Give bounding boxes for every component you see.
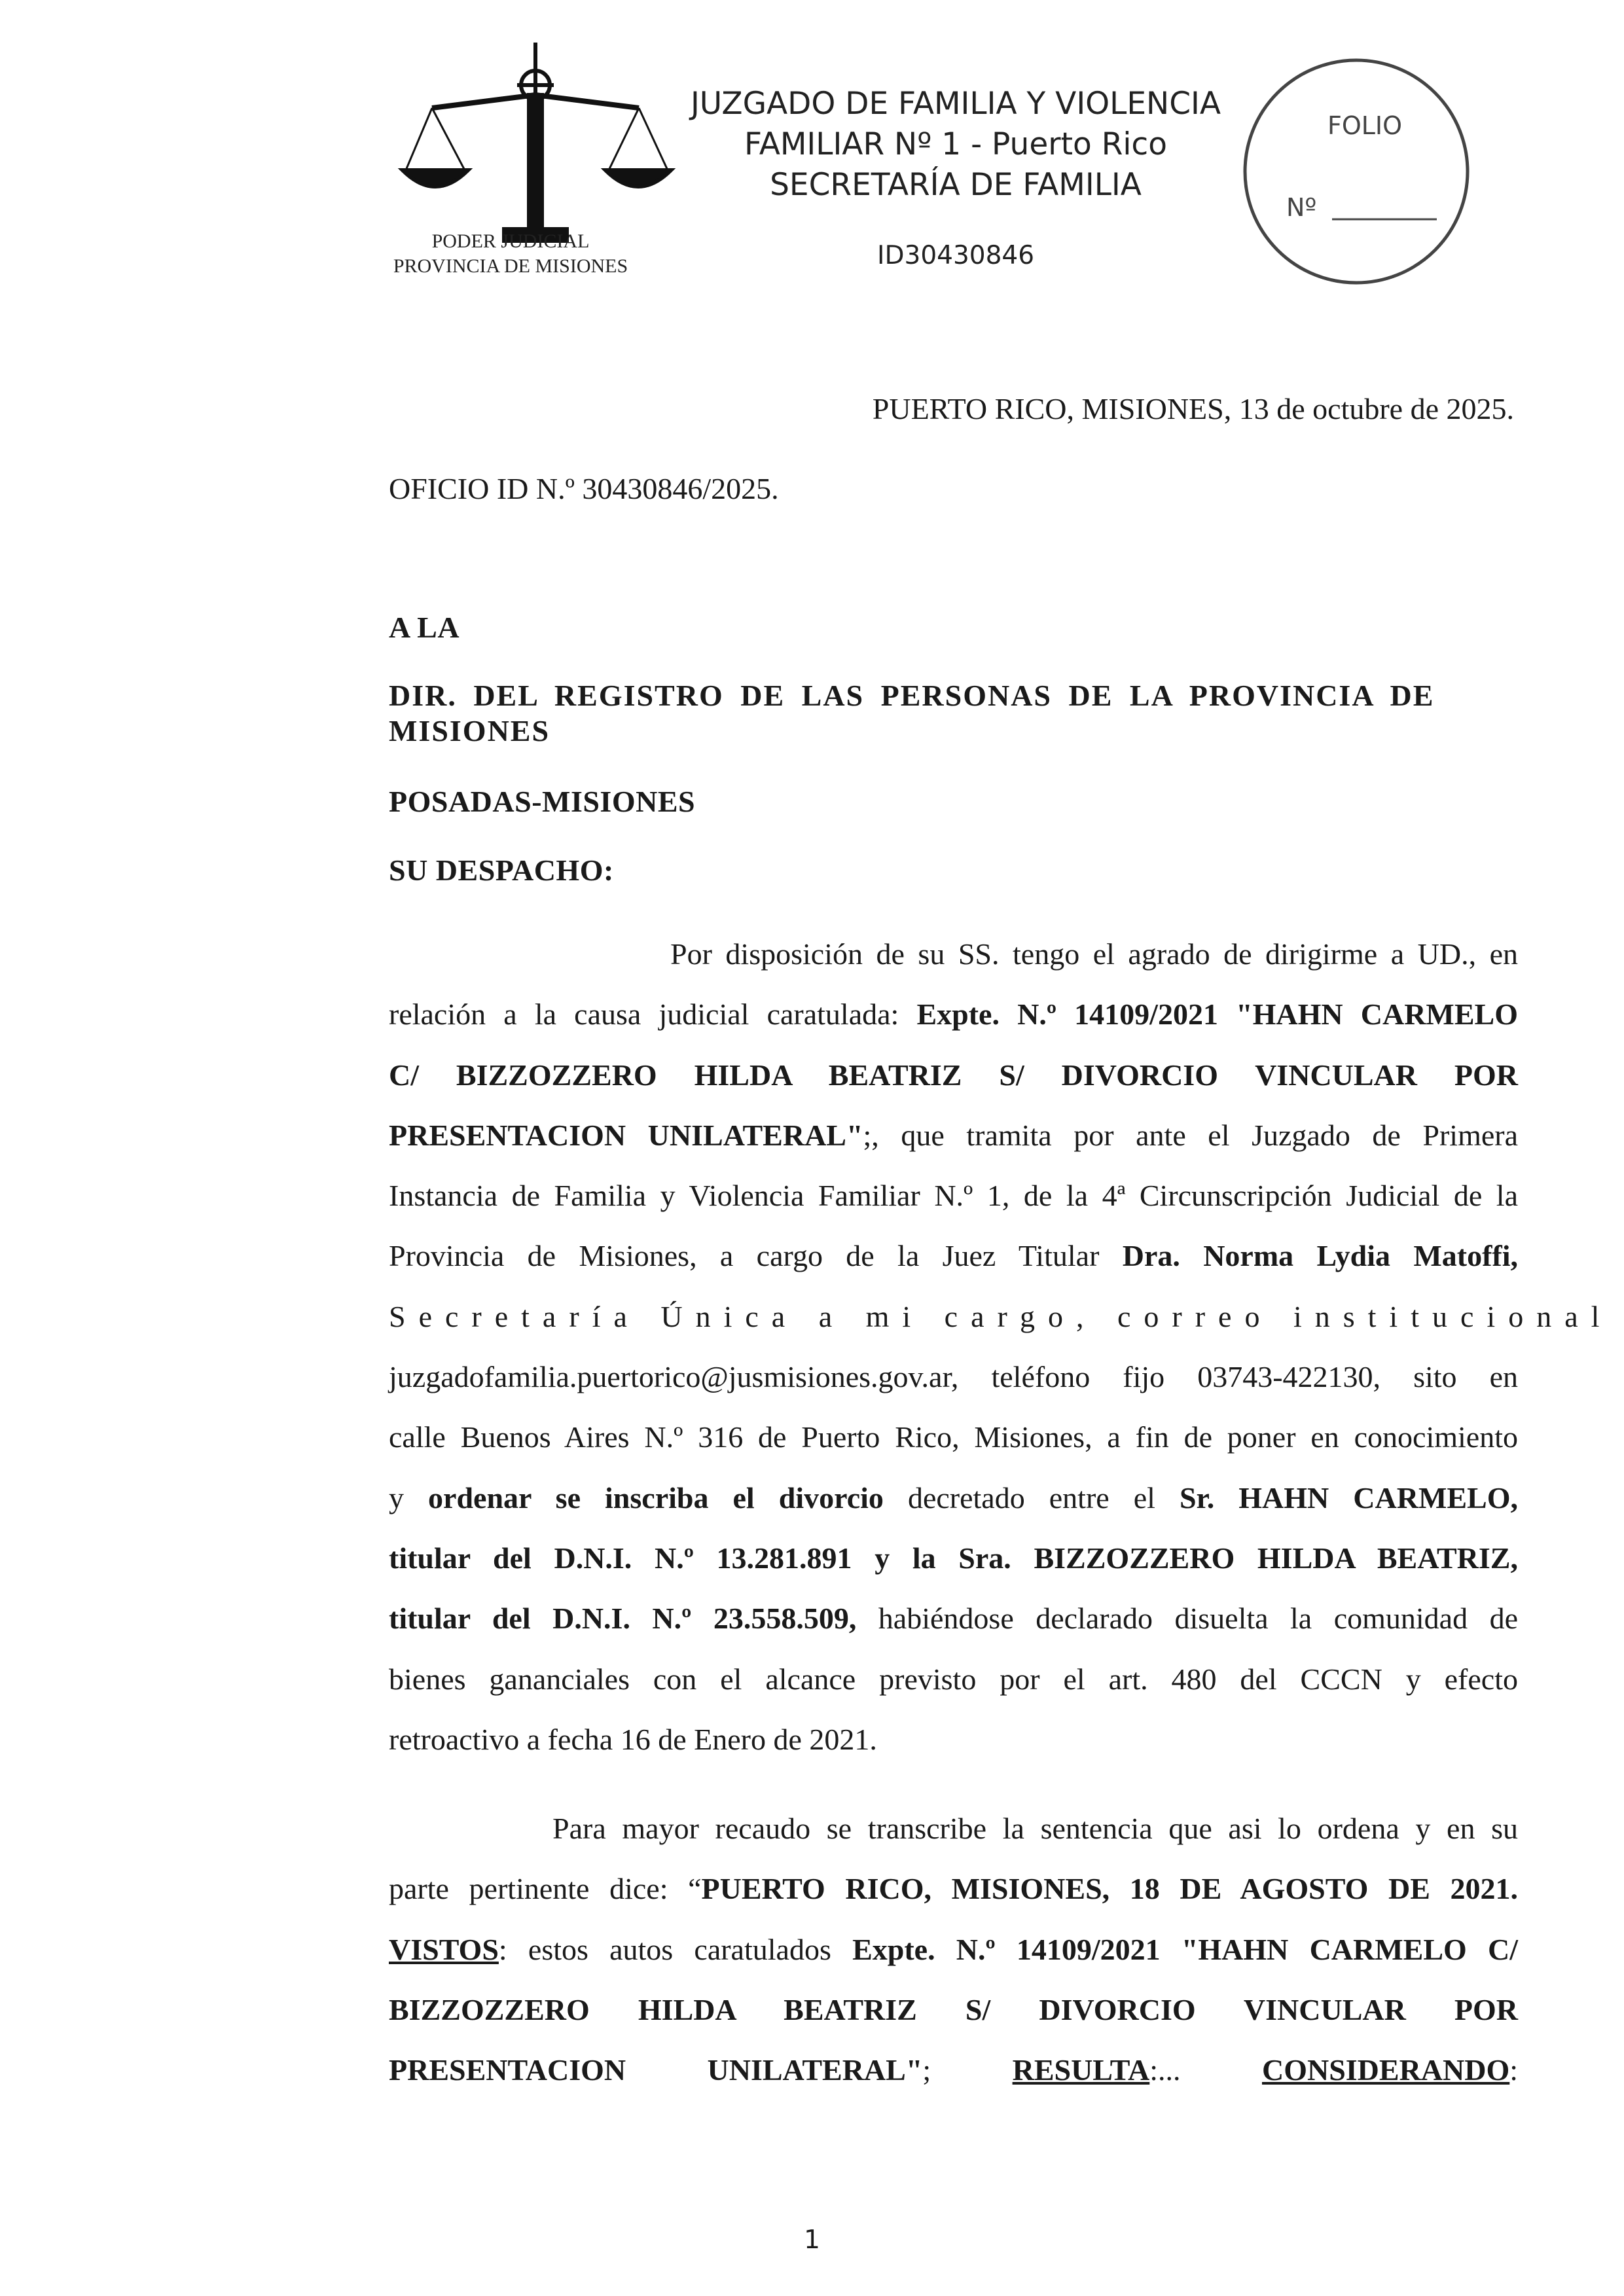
p1-line: Instancia de Familia y Violencia Familiar N.º 1, de la 4ª Circunscripción Judicial de la [389, 1179, 1518, 1213]
stamp-circle-icon [1245, 60, 1468, 283]
recipient-line1: A LA [389, 611, 460, 644]
p1-line: retroactivo a fecha 16 de Enero de 2021. [389, 1722, 877, 1756]
folio-stamp [1240, 56, 1473, 288]
p1-line: titular del D.N.I. N.º 23.558.509, habiéndose declarado disuelta la comunidad de [389, 1602, 1518, 1636]
p2-line: PRESENTACION UNILATERAL"; RESULTA:... CONSIDERANDO: [389, 2053, 1519, 2087]
p1-line: Provincia de Misiones, a cargo de la Juez Titular Dra. Norma Lydia Matoffi, [389, 1239, 1518, 1273]
body-paragraph-2 [389, 1799, 1518, 2100]
p1-line: Secretaría Única a mi cargo, correo institucional [389, 1299, 1613, 1333]
p1-line: C/ BIZZOZZERO HILDA BEATRIZ S/ DIVORCIO VINCULAR POR [389, 1058, 1518, 1092]
p1-line: y ordenar se inscriba el divorcio decretado entre el Sr. HAHN CARMELO, [389, 1480, 1519, 1515]
stamp-folio-label: FOLIO [1327, 111, 1403, 140]
p1-line: calle Buenos Aires N.º 316 de Puerto Rico, Misiones, a fin de poner en conocimiento [389, 1420, 1518, 1454]
court-header [655, 84, 1257, 206]
logo-text-line2: PROVINCIA DE MISIONES [393, 255, 628, 277]
logo-text-line1: PODER JUDICIAL [431, 230, 590, 252]
page-number: 1 [804, 2225, 820, 2255]
p1-line: relación a la causa judicial caratulada: Expte. N.º 14109/2021 "HAHN CARMELO [389, 997, 1518, 1031]
body-paragraph-1 [389, 924, 1613, 1770]
stamp-number-label: Nº [1286, 193, 1317, 222]
p1-email-line: juzgadofamilia.puertorico@jusmisiones.gov.ar, teléfono fijo 03743-422130, sito en [389, 1360, 1518, 1394]
scales-icon [403, 43, 671, 241]
p1-line: bienes gananciales con el alcance previsto por el art. 480 del CCCN y efecto [389, 1662, 1518, 1696]
p2-line: BIZZOZZERO HILDA BEATRIZ S/ DIVORCIO VINCULAR POR [389, 1992, 1518, 2026]
recipient-office: SU DESPACHO: [389, 853, 614, 887]
oficio-number: OFICIO ID N.º 30430846/2025. [389, 472, 779, 505]
court-name-line1: JUZGADO DE FAMILIA Y VIOLENCIA [690, 86, 1221, 122]
p1-line: PRESENTACION UNILATERAL";, que tramita por ante el Juzgado de Primera [389, 1118, 1518, 1152]
recipient-city: POSADAS-MISIONES [389, 785, 696, 818]
p2-line: Para mayor recaudo se transcribe la sentencia que asi lo ordena y en su [552, 1812, 1518, 1845]
court-logo [393, 39, 681, 295]
p2-line: parte pertinente dice: “PUERTO RICO, MISIONES, 18 DE AGOSTO DE 2021. [389, 1872, 1519, 1906]
court-name-line2: FAMILIAR Nº 1 - Puerto Rico [744, 126, 1168, 162]
recipient-name: DIR. DEL REGISTRO DE LAS PERSONAS DE LA PROVINCIA DE MISIONES [389, 679, 1435, 747]
date-line: PUERTO RICO, MISIONES, 13 de octubre de 2025. [872, 392, 1514, 425]
court-secretariat: SECRETARÍA DE FAMILIA [770, 167, 1142, 203]
p1-line: titular del D.N.I. N.º 13.281.891 y la Sra. BIZZOZZERO HILDA BEATRIZ, [389, 1541, 1518, 1575]
document-id: ID30430846 [876, 241, 1035, 270]
p2-line: VISTOS: estos autos caratulados Expte. N.º 14109/2021 "HAHN CARMELO C/ [389, 1932, 1519, 1966]
p1-line: Por disposición de su SS. tengo el agrado de dirigirme a UD., en [670, 937, 1518, 971]
